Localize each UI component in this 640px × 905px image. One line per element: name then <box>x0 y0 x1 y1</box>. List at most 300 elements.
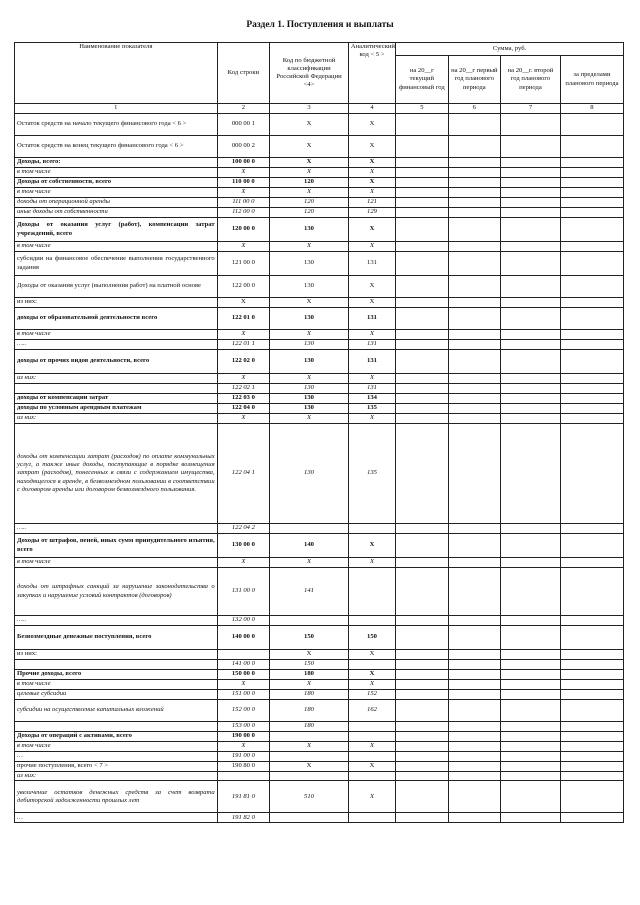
row-sum-cell <box>560 534 623 558</box>
table-row <box>15 414 624 424</box>
table-row <box>15 534 624 558</box>
row-line-code: 190 00 0 <box>217 732 269 742</box>
row-analytic-code: 131 <box>348 252 395 276</box>
table-row <box>15 732 624 742</box>
row-sum-cell <box>501 660 561 670</box>
row-sum-cell <box>396 298 448 308</box>
row-sum-cell <box>396 136 448 158</box>
row-name: в том числе <box>15 680 218 690</box>
row-budget-code: 180 <box>270 670 349 680</box>
row-name: Доходы от собственности, всего <box>15 178 218 188</box>
row-sum-cell <box>448 374 500 384</box>
row-name: доходы от компенсации затрат <box>15 394 218 404</box>
row-line-code: Х <box>217 558 269 568</box>
row-sum-cell <box>560 424 623 524</box>
row-budget-code: Х <box>270 330 349 340</box>
row-analytic-code <box>348 722 395 732</box>
row-sum-cell <box>396 168 448 178</box>
row-sum-cell <box>560 722 623 732</box>
row-analytic-code: Х <box>348 276 395 298</box>
row-sum-cell <box>501 208 561 218</box>
row-analytic-code: Х <box>348 136 395 158</box>
row-sum-cell <box>501 722 561 732</box>
row-line-code: 131 00 0 <box>217 568 269 616</box>
row-line-code <box>217 772 269 781</box>
row-sum-cell <box>448 616 500 626</box>
row-name: … <box>15 752 218 762</box>
row-sum-cell <box>448 198 500 208</box>
row-budget-code: 140 <box>270 534 349 558</box>
row-sum-cell <box>560 568 623 616</box>
row-budget-code <box>270 524 349 534</box>
row-sum-cell <box>448 534 500 558</box>
row-name: Доходы, всего: <box>15 158 218 168</box>
row-budget-code: 130 <box>270 308 349 330</box>
row-name: целевые субсидии <box>15 690 218 700</box>
row-sum-cell <box>396 424 448 524</box>
row-sum-cell <box>501 690 561 700</box>
row-name: прочие поступления, всего < 7 > <box>15 762 218 772</box>
row-budget-code <box>270 752 349 762</box>
row-budget-code: 120 <box>270 198 349 208</box>
row-line-code: 111 00 0 <box>217 198 269 208</box>
row-budget-code: 180 <box>270 700 349 722</box>
row-line-code: 100 00 0 <box>217 158 269 168</box>
row-budget-code: 130 <box>270 350 349 374</box>
row-budget-code: 141 <box>270 568 349 616</box>
row-sum-cell <box>560 813 623 823</box>
row-sum-cell <box>396 742 448 752</box>
row-sum-cell <box>501 781 561 813</box>
row-sum-cell <box>560 136 623 158</box>
row-sum-cell <box>560 762 623 772</box>
row-sum-cell <box>396 384 448 394</box>
table-row <box>15 558 624 568</box>
row-analytic-code: Х <box>348 168 395 178</box>
row-line-code: Х <box>217 742 269 752</box>
row-sum-cell <box>560 616 623 626</box>
row-sum-cell <box>396 534 448 558</box>
row-budget-code: 130 <box>270 404 349 414</box>
row-budget-code: Х <box>270 242 349 252</box>
row-name: в том числе <box>15 188 218 198</box>
row-line-code: 151 00 0 <box>217 690 269 700</box>
row-line-code: 191 81 0 <box>217 781 269 813</box>
row-budget-code: 120 <box>270 208 349 218</box>
row-sum-cell <box>448 772 500 781</box>
row-sum-cell <box>560 660 623 670</box>
row-sum-cell <box>396 114 448 136</box>
row-sum-cell <box>396 374 448 384</box>
row-line-code: Х <box>217 414 269 424</box>
col-number: 2 <box>217 104 269 114</box>
row-budget-code: 130 <box>270 424 349 524</box>
row-sum-cell <box>501 626 561 650</box>
row-line-code: 110 00 0 <box>217 178 269 188</box>
row-name: иные доходы от собственности <box>15 208 218 218</box>
row-line-code: 122 03 0 <box>217 394 269 404</box>
row-sum-cell <box>560 168 623 178</box>
row-sum-cell <box>560 781 623 813</box>
row-sum-cell <box>560 208 623 218</box>
row-analytic-code: 152 <box>348 690 395 700</box>
row-line-code: 190 80 0 <box>217 762 269 772</box>
row-budget-code: Х <box>270 188 349 198</box>
header-line-code: Код строки <box>217 43 269 104</box>
row-analytic-code: Х <box>348 242 395 252</box>
row-line-code: 112 00 0 <box>217 208 269 218</box>
row-sum-cell <box>560 242 623 252</box>
table-row <box>15 394 624 404</box>
row-line-code: 121 00 0 <box>217 252 269 276</box>
row-analytic-code: 162 <box>348 700 395 722</box>
row-sum-cell <box>448 208 500 218</box>
row-sum-cell <box>560 114 623 136</box>
col-number: 4 <box>348 104 395 114</box>
row-analytic-code: 134 <box>348 394 395 404</box>
table-row <box>15 158 624 168</box>
row-line-code: 132 00 0 <box>217 616 269 626</box>
col-number: 3 <box>270 104 349 114</box>
table-row <box>15 742 624 752</box>
row-sum-cell <box>396 198 448 208</box>
row-sum-cell <box>448 568 500 616</box>
row-line-code: Х <box>217 330 269 340</box>
row-analytic-code: 135 <box>348 404 395 414</box>
row-name: в том числе <box>15 742 218 752</box>
row-sum-cell <box>396 188 448 198</box>
row-name: Прочие доходы, всего <box>15 670 218 680</box>
row-analytic-code: Х <box>348 330 395 340</box>
table-row <box>15 660 624 670</box>
row-sum-cell <box>560 772 623 781</box>
row-sum-cell <box>501 136 561 158</box>
row-sum-cell <box>396 616 448 626</box>
row-sum-cell <box>501 394 561 404</box>
row-sum-cell <box>501 752 561 762</box>
row-analytic-code: Х <box>348 114 395 136</box>
col-number: 7 <box>501 104 561 114</box>
row-sum-cell <box>396 308 448 330</box>
table-row <box>15 650 624 660</box>
row-analytic-code: Х <box>348 742 395 752</box>
table-row <box>15 404 624 414</box>
row-sum-cell <box>560 394 623 404</box>
row-budget-code: 510 <box>270 781 349 813</box>
row-analytic-code: 131 <box>348 308 395 330</box>
row-name: Доходы от операций с активами, всего <box>15 732 218 742</box>
row-analytic-code: Х <box>348 188 395 198</box>
row-line-code: 122 01 0 <box>217 308 269 330</box>
row-line-code: 000 00 2 <box>217 136 269 158</box>
table-row <box>15 722 624 732</box>
row-name: доходы от операционной аренды <box>15 198 218 208</box>
header-name: Наименование показателя <box>15 43 218 104</box>
header-year-first: на 20__г первый год планового периода <box>448 56 500 104</box>
row-sum-cell <box>501 374 561 384</box>
row-budget-code: Х <box>270 374 349 384</box>
row-analytic-code: Х <box>348 680 395 690</box>
row-sum-cell <box>396 732 448 742</box>
row-sum-cell <box>501 534 561 558</box>
row-sum-cell <box>501 680 561 690</box>
row-sum-cell <box>501 242 561 252</box>
row-name: Безвозмездные денежные поступления, всего <box>15 626 218 650</box>
col-number: 1 <box>15 104 218 114</box>
row-line-code: 122 02 0 <box>217 350 269 374</box>
row-analytic-code: 121 <box>348 198 395 208</box>
row-budget-code: 130 <box>270 218 349 242</box>
row-sum-cell <box>448 732 500 742</box>
row-sum-cell <box>448 404 500 414</box>
row-analytic-code: Х <box>348 558 395 568</box>
row-line-code: 152 00 0 <box>217 700 269 722</box>
row-budget-code: Х <box>270 114 349 136</box>
row-name <box>15 660 218 670</box>
table-row <box>15 813 624 823</box>
row-sum-cell <box>396 330 448 340</box>
row-sum-cell <box>501 813 561 823</box>
row-line-code: Х <box>217 680 269 690</box>
row-sum-cell <box>560 198 623 208</box>
row-sum-cell <box>396 752 448 762</box>
row-sum-cell <box>560 330 623 340</box>
table-row <box>15 188 624 198</box>
row-sum-cell <box>560 742 623 752</box>
row-sum-cell <box>501 700 561 722</box>
row-name: в том числе <box>15 168 218 178</box>
row-name: из них: <box>15 414 218 424</box>
row-sum-cell <box>501 650 561 660</box>
row-sum-cell <box>560 670 623 680</box>
row-sum-cell <box>396 700 448 722</box>
row-sum-cell <box>396 178 448 188</box>
row-line-code: 122 01 1 <box>217 340 269 350</box>
row-name: субсидии на финансовое обеспечение выполнения государственного задания <box>15 252 218 276</box>
row-analytic-code: 150 <box>348 626 395 650</box>
row-name: ….. <box>15 524 218 534</box>
row-sum-cell <box>448 524 500 534</box>
row-sum-cell <box>560 384 623 394</box>
row-line-code: 153 00 0 <box>217 722 269 732</box>
row-name: доходы по условным арендным платежам <box>15 404 218 414</box>
col-number: 5 <box>396 104 448 114</box>
table-row <box>15 114 624 136</box>
row-line-code: Х <box>217 374 269 384</box>
row-sum-cell <box>448 650 500 660</box>
row-analytic-code <box>348 524 395 534</box>
row-sum-cell <box>396 762 448 772</box>
row-sum-cell <box>501 168 561 178</box>
row-sum-cell <box>448 298 500 308</box>
table-row <box>15 752 624 762</box>
table-row <box>15 772 624 781</box>
row-sum-cell <box>396 558 448 568</box>
row-line-code: 150 00 0 <box>217 670 269 680</box>
row-budget-code: 180 <box>270 722 349 732</box>
row-sum-cell <box>448 242 500 252</box>
row-sum-cell <box>396 626 448 650</box>
row-analytic-code: Х <box>348 762 395 772</box>
row-sum-cell <box>501 772 561 781</box>
row-name: из них: <box>15 374 218 384</box>
table-row <box>15 330 624 340</box>
col-number: 8 <box>560 104 623 114</box>
row-sum-cell <box>560 414 623 424</box>
row-sum-cell <box>396 650 448 660</box>
row-budget-code: Х <box>270 168 349 178</box>
table-row <box>15 568 624 616</box>
row-budget-code: Х <box>270 558 349 568</box>
row-sum-cell <box>560 188 623 198</box>
row-budget-code: Х <box>270 650 349 660</box>
row-name: в том числе <box>15 558 218 568</box>
row-sum-cell <box>448 680 500 690</box>
row-sum-cell <box>448 762 500 772</box>
table-row <box>15 218 624 242</box>
row-sum-cell <box>396 660 448 670</box>
row-sum-cell <box>501 558 561 568</box>
row-line-code: 141 00 0 <box>217 660 269 670</box>
row-analytic-code <box>348 772 395 781</box>
row-sum-cell <box>501 350 561 374</box>
row-sum-cell <box>560 732 623 742</box>
row-budget-code <box>270 813 349 823</box>
row-budget-code: 180 <box>270 690 349 700</box>
row-name: доходы от компенсации затрат (расходов) по оплате коммунальных услуг, а также иные доходы, поступающие в порядке возмещения затрат (расходов), понесенных в связи с содержанием имущества, находящегося в аренде, в безвозмездном пользовании в соответствии с договором аренды или договором безвозмездного пользования. <box>15 424 218 524</box>
row-sum-cell <box>560 374 623 384</box>
row-sum-cell <box>501 762 561 772</box>
row-sum-cell <box>396 524 448 534</box>
row-sum-cell <box>501 742 561 752</box>
header-analytic-code: Аналитический код < 5 > <box>348 43 395 104</box>
row-sum-cell <box>501 340 561 350</box>
row-line-code: 120 00 0 <box>217 218 269 242</box>
row-budget-code: 130 <box>270 394 349 404</box>
row-name: в том числе <box>15 242 218 252</box>
row-line-code: 122 04 2 <box>217 524 269 534</box>
table-row <box>15 384 624 394</box>
row-name: из них: <box>15 772 218 781</box>
row-sum-cell <box>396 340 448 350</box>
row-sum-cell <box>448 414 500 424</box>
table-row <box>15 198 624 208</box>
row-sum-cell <box>560 252 623 276</box>
row-line-code: 122 02 1 <box>217 384 269 394</box>
row-budget-code: Х <box>270 136 349 158</box>
row-sum-cell <box>448 660 500 670</box>
row-name: доходы от штрафных санкций за нарушение законодательства о закупках и нарушение условий контрактов (договоров) <box>15 568 218 616</box>
row-sum-cell <box>448 558 500 568</box>
row-sum-cell <box>560 298 623 308</box>
row-sum-cell <box>448 690 500 700</box>
row-sum-cell <box>448 670 500 680</box>
row-budget-code: Х <box>270 680 349 690</box>
table-row <box>15 374 624 384</box>
row-sum-cell <box>396 568 448 616</box>
row-analytic-code: Х <box>348 218 395 242</box>
table-row <box>15 781 624 813</box>
row-sum-cell <box>448 394 500 404</box>
row-sum-cell <box>501 670 561 680</box>
row-sum-cell <box>501 384 561 394</box>
row-name: из них: <box>15 298 218 308</box>
table-row <box>15 340 624 350</box>
row-sum-cell <box>501 114 561 136</box>
row-sum-cell <box>448 136 500 158</box>
row-budget-code: Х <box>270 158 349 168</box>
row-sum-cell <box>396 404 448 414</box>
row-name: доходы от прочих видов деятельности, всего <box>15 350 218 374</box>
row-analytic-code: 129 <box>348 208 395 218</box>
row-name: из них: <box>15 650 218 660</box>
row-sum-cell <box>396 772 448 781</box>
row-analytic-code: Х <box>348 374 395 384</box>
row-sum-cell <box>396 394 448 404</box>
table-row <box>15 700 624 722</box>
row-budget-code: 130 <box>270 276 349 298</box>
row-name: Остаток средств на начало текущего финансового года < 6 > <box>15 114 218 136</box>
row-sum-cell <box>560 178 623 188</box>
row-budget-code: 130 <box>270 340 349 350</box>
row-budget-code: 150 <box>270 660 349 670</box>
row-sum-cell <box>560 558 623 568</box>
row-sum-cell <box>448 168 500 178</box>
row-sum-cell <box>448 752 500 762</box>
row-sum-cell <box>448 340 500 350</box>
row-budget-code <box>270 772 349 781</box>
table-row <box>15 762 624 772</box>
row-sum-cell <box>560 218 623 242</box>
row-budget-code <box>270 616 349 626</box>
row-sum-cell <box>560 158 623 168</box>
row-line-code: 122 00 0 <box>217 276 269 298</box>
row-sum-cell <box>448 158 500 168</box>
table-row <box>15 616 624 626</box>
row-line-code: 191 00 0 <box>217 752 269 762</box>
row-sum-cell <box>396 242 448 252</box>
row-budget-code: 120 <box>270 178 349 188</box>
row-sum-cell <box>396 276 448 298</box>
row-sum-cell <box>501 568 561 616</box>
row-sum-cell <box>448 218 500 242</box>
row-sum-cell <box>560 350 623 374</box>
row-budget-code: 150 <box>270 626 349 650</box>
header-beyond: за пределами планового периода <box>560 56 623 104</box>
row-name <box>15 722 218 732</box>
row-analytic-code <box>348 752 395 762</box>
row-analytic-code: Х <box>348 670 395 680</box>
table-row <box>15 298 624 308</box>
table-row <box>15 242 624 252</box>
row-sum-cell <box>396 680 448 690</box>
table-row <box>15 136 624 158</box>
row-analytic-code <box>348 660 395 670</box>
row-sum-cell <box>501 158 561 168</box>
row-budget-code: Х <box>270 742 349 752</box>
row-line-code: 122 04 0 <box>217 404 269 414</box>
row-line-code: 122 04 1 <box>217 424 269 524</box>
row-sum-cell <box>501 252 561 276</box>
row-sum-cell <box>448 384 500 394</box>
row-analytic-code: Х <box>348 178 395 188</box>
row-budget-code: Х <box>270 762 349 772</box>
table-row <box>15 178 624 188</box>
row-analytic-code <box>348 732 395 742</box>
row-sum-cell <box>448 424 500 524</box>
row-line-code: 000 00 1 <box>217 114 269 136</box>
row-sum-cell <box>448 742 500 752</box>
